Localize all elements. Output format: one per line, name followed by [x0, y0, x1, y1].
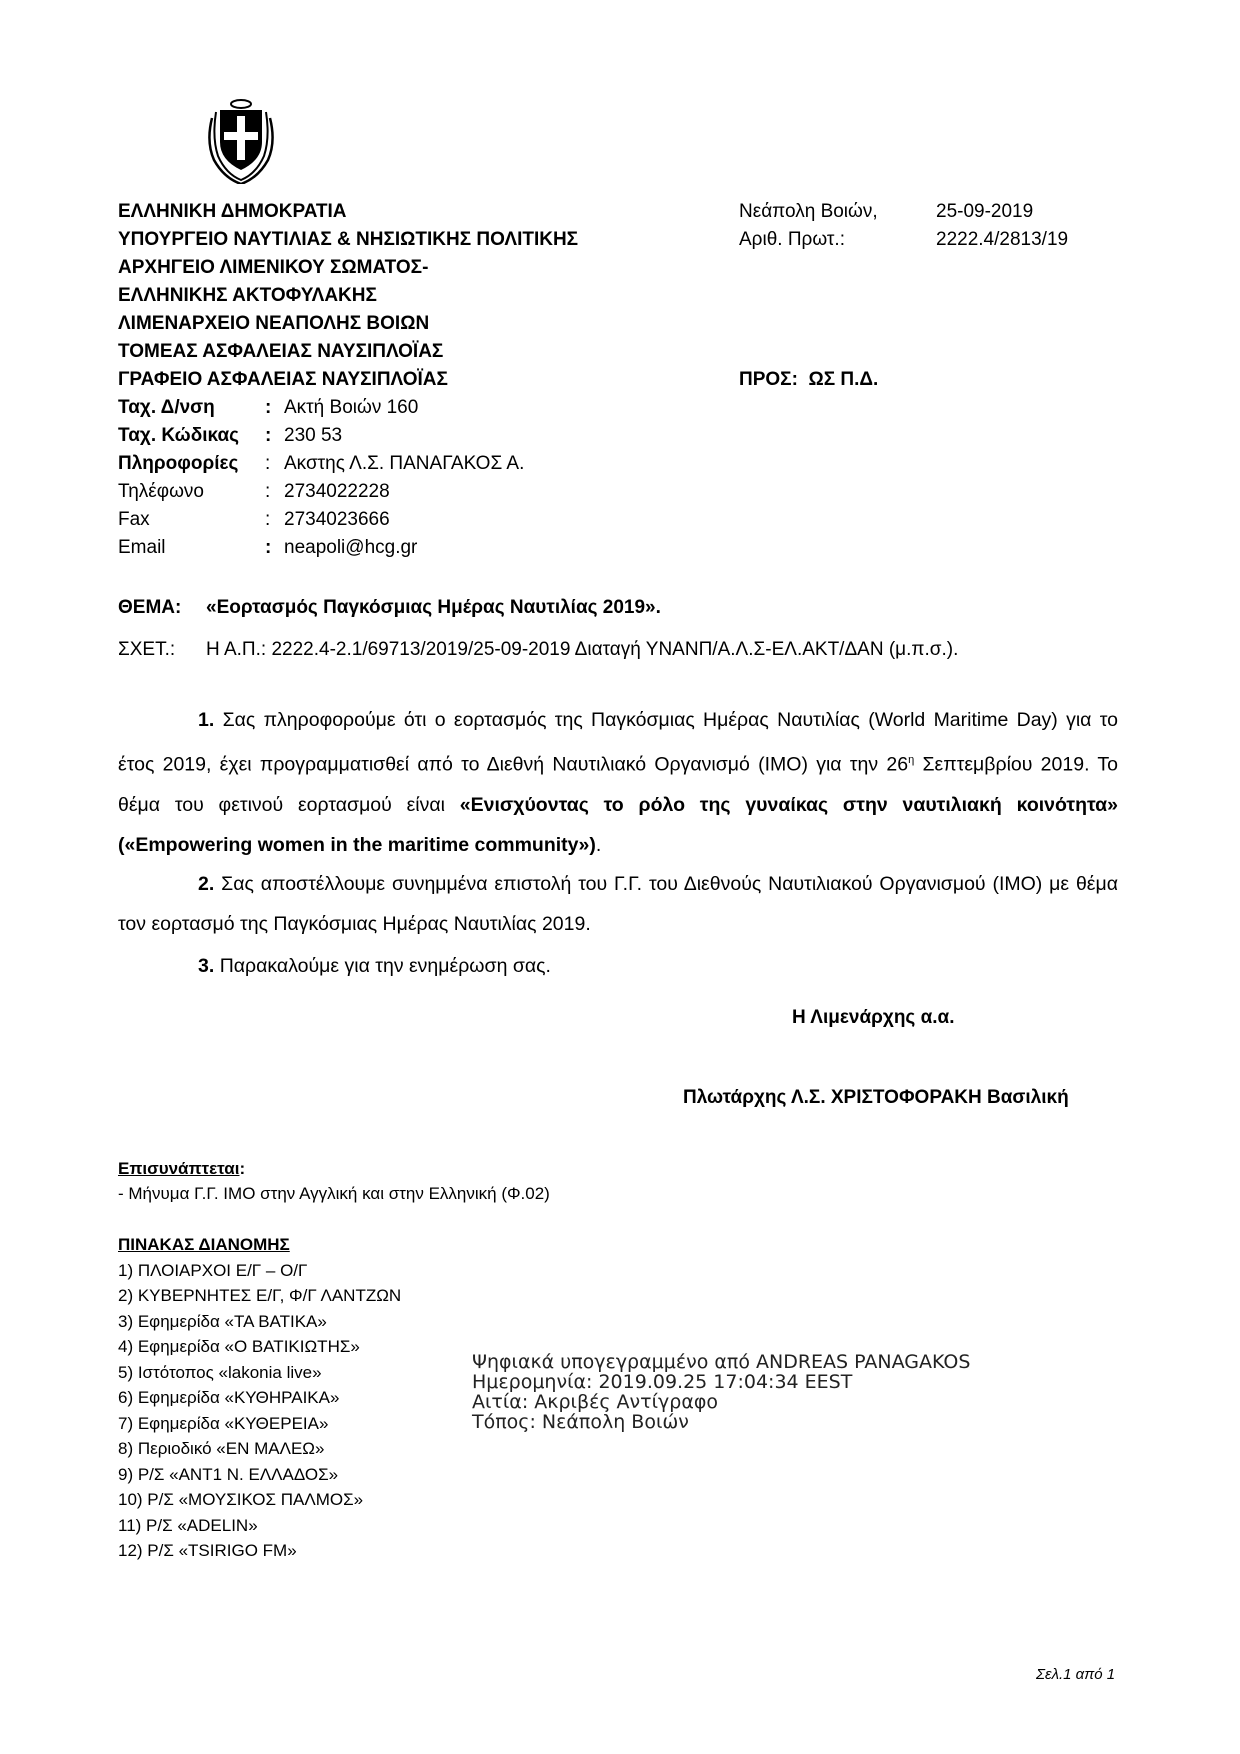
paragraph-text: Παρακαλούμε για την ενημέρωση σας. — [219, 955, 551, 977]
protocol-number: 2222.4/2813/19 — [936, 229, 1069, 250]
contact-value: 2734023666 — [284, 509, 390, 530]
contact-label: Ταχ. Κώδικας — [118, 425, 240, 446]
distribution-item: 4) Εφημερίδα «Ο ΒΑΤΙΚΙΩΤΗΣ» — [118, 1337, 360, 1356]
header-line: ΓΡΑΦΕΙΟ ΑΣΦΑΛΕΙΑΣ ΝΑΥΣΙΠΛΟΪΑΣ — [118, 369, 448, 390]
issuer-header — [118, 198, 578, 394]
distribution-heading: ΠΙΝΑΚΑΣ ΔΙΑΝΟΜΗΣ — [118, 1235, 290, 1254]
paragraph-1 — [118, 700, 1118, 865]
distribution-item: 8) Περιοδικό «ΕΝ ΜΑΛΕΩ» — [118, 1439, 325, 1458]
distribution-list — [118, 1232, 401, 1564]
contact-label: Fax — [118, 509, 150, 530]
paragraph-3 — [118, 946, 1118, 986]
ordinal-superscript: η — [908, 754, 915, 766]
place-label: Νεάπολη Βοιών, — [739, 201, 878, 222]
contact-label: Πληροφορίες — [118, 453, 239, 474]
digital-signature-line: Ψηφιακά υπογεγραμμένο από ANDREAS PANAGAKOS — [472, 1351, 971, 1373]
contact-separator: : — [265, 509, 271, 530]
distribution-item: 12) Ρ/Σ «TSIRIGO FM» — [118, 1541, 297, 1560]
signatory-title: Η Λιμενάρχης α.α. — [792, 1007, 955, 1028]
distribution-item: 9) Ρ/Σ «ΑΝΤ1 Ν. ΕΛΛΑΔΟΣ» — [118, 1464, 339, 1484]
contact-value: neapoli@hcg.gr — [284, 537, 418, 558]
paragraph-bold-text: «Ενισχύοντας το ρόλο της γυναίκας στην ναυτιλιακή κοινότητα» («Empowering women in the maritime community») — [118, 793, 1118, 856]
recipient-value: ΩΣ Π.Δ. — [808, 369, 879, 390]
contact-separator: : — [265, 397, 272, 418]
contact-separator: : — [265, 537, 272, 558]
greek-coat-of-arms-emblem — [204, 98, 278, 184]
related-label: ΣΧΕΤ.: — [118, 639, 176, 660]
distribution-item: 10) Ρ/Σ «ΜΟΥΣΙΚΟΣ ΠΑΛΜΟΣ» — [118, 1490, 364, 1509]
distribution-item: 5) Ιστότοπος «lakonia live» — [118, 1362, 322, 1382]
page-number: Σελ.1 από 1 — [1036, 1666, 1116, 1683]
protocol-label: Αριθ. Πρωτ.: — [739, 229, 845, 250]
contact-separator: : — [265, 481, 271, 502]
recipient-label: ΠΡΟΣ: — [739, 369, 798, 390]
attachment-item: - Μήνυμα Γ.Γ. ΙΜΟ στην Αγγλική και στην Ελληνική (Φ.02) — [118, 1184, 550, 1203]
contact-value: Ακτή Βοιών 160 — [284, 397, 419, 418]
contact-label: Email — [118, 537, 166, 558]
distribution-item: 1) ΠΛΟΙΑΡΧΟΙ Ε/Γ – Ο/Γ — [118, 1260, 308, 1280]
header-line: ΕΛΛΗΝΙΚΗΣ ΑΚΤΟΦΥΛΑΚΗΣ — [118, 285, 377, 306]
contact-value: 230 53 — [284, 425, 343, 446]
paragraph-text: Σας αποστέλλουμε συνημμένα επιστολή του Γ.Γ. του Διεθνούς Ναυτιλιακού Οργανισμού (IMO) με θέμα τον εορτασμό της Παγκόσμιας Ημέρας Ναυτιλίας 2019. — [118, 873, 1118, 935]
attachments-heading-text: Επισυνάπτεται — [118, 1159, 240, 1178]
attachments-heading-colon: : — [239, 1159, 246, 1178]
contact-label: Τηλέφωνο — [118, 481, 204, 502]
attachments-heading — [118, 1156, 245, 1182]
header-line: ΛΙΜΕΝΑΡΧΕΙΟ ΝΕΑΠΟΛΗΣ ΒΟΙΩΝ — [118, 313, 430, 334]
header-line: ΕΛΛΗΝΙΚΗ ΔΗΜΟΚΡΑΤΙΑ — [118, 201, 347, 222]
contact-value: Ακστης Λ.Σ. ΠΑΝΑΓΑΚΟΣ Α. — [284, 453, 525, 474]
paragraph-text: . — [595, 833, 602, 856]
contact-separator: : — [265, 453, 271, 474]
distribution-item: 2) ΚΥΒΕΡΝΗΤΕΣ Ε/Γ, Φ/Γ ΛΑΝΤΖΩΝ — [118, 1286, 402, 1305]
recipient-line — [739, 366, 878, 394]
distribution-item: 11) Ρ/Σ «ADELIN» — [118, 1515, 258, 1535]
digital-signature-line: Αιτία: Ακριβές Αντίγραφο — [472, 1391, 718, 1413]
subject-text: «Εορτασμός Παγκόσμιας Ημέρας Ναυτιλίας 2019». — [206, 597, 661, 618]
contact-separator: : — [265, 425, 272, 446]
related-text: Η Α.Π.: 2222.4-2.1/69713/2019/25-09-2019 Διαταγή ΥΝΑΝΠ/Α.Λ.Σ-ΕΛ.ΑΚΤ/ΔΑΝ (μ.π.σ.). — [206, 639, 959, 660]
paragraph-2 — [118, 864, 1118, 944]
subject-label: ΘΕΜΑ: — [118, 597, 182, 618]
distribution-item: 3) Εφημερίδα «ΤΑ ΒΑΤΙΚΑ» — [118, 1311, 327, 1331]
contact-value: 2734022228 — [284, 481, 390, 502]
distribution-item: 6) Εφημερίδα «ΚΥΘΗΡΑΙΚΑ» — [118, 1388, 340, 1407]
paragraph-number: 1. — [198, 709, 215, 731]
paragraph-number: 3. — [198, 955, 215, 977]
paragraph-number: 2. — [198, 873, 215, 895]
contact-label: Ταχ. Δ/νση — [118, 397, 215, 418]
signatory-name: Πλωτάρχης Λ.Σ. ΧΡΙΣΤΟΦΟΡΑΚΗ Βασιλική — [683, 1087, 1069, 1108]
header-line: ΥΠΟΥΡΓΕΙΟ ΝΑΥΤΙΛΙΑΣ & ΝΗΣΙΩΤΙΚΗΣ ΠΟΛΙΤΙΚΗΣ — [118, 229, 579, 250]
paragraph-text: Σας πληροφορούμε ότι ο εορτασμός της Παγκόσμιας Ημέρας Ναυτιλίας (World Maritime Day) για το έτος 2019, έχει προγραμματισθεί από το Διεθνή Ναυτιλιακό Οργανισμό (IMO) για την 26 — [118, 709, 1118, 776]
header-line: ΤΟΜΕΑΣ ΑΣΦΑΛΕΙΑΣ ΝΑΥΣΙΠΛΟΪΑΣ — [118, 341, 444, 362]
digital-signature-line: Τόπος: Νεάπολη Βοιών — [472, 1411, 689, 1433]
digital-signature-line: Ημερομηνία: 2019.09.25 17:04:34 EEST — [472, 1371, 853, 1393]
document-date: 25-09-2019 — [936, 201, 1034, 222]
digital-signature-stamp — [472, 1352, 970, 1432]
header-line: ΑΡΧΗΓΕΙΟ ΛΙΜΕΝΙΚΟΥ ΣΩΜΑΤΟΣ- — [118, 257, 429, 278]
paragraph-text: Σεπτεμβρίου 2019. Το θέμα του φετινού εορτασμού είναι — [118, 753, 1118, 816]
distribution-item: 7) Εφημερίδα «ΚΥΘΕΡΕΙΑ» — [118, 1413, 329, 1433]
